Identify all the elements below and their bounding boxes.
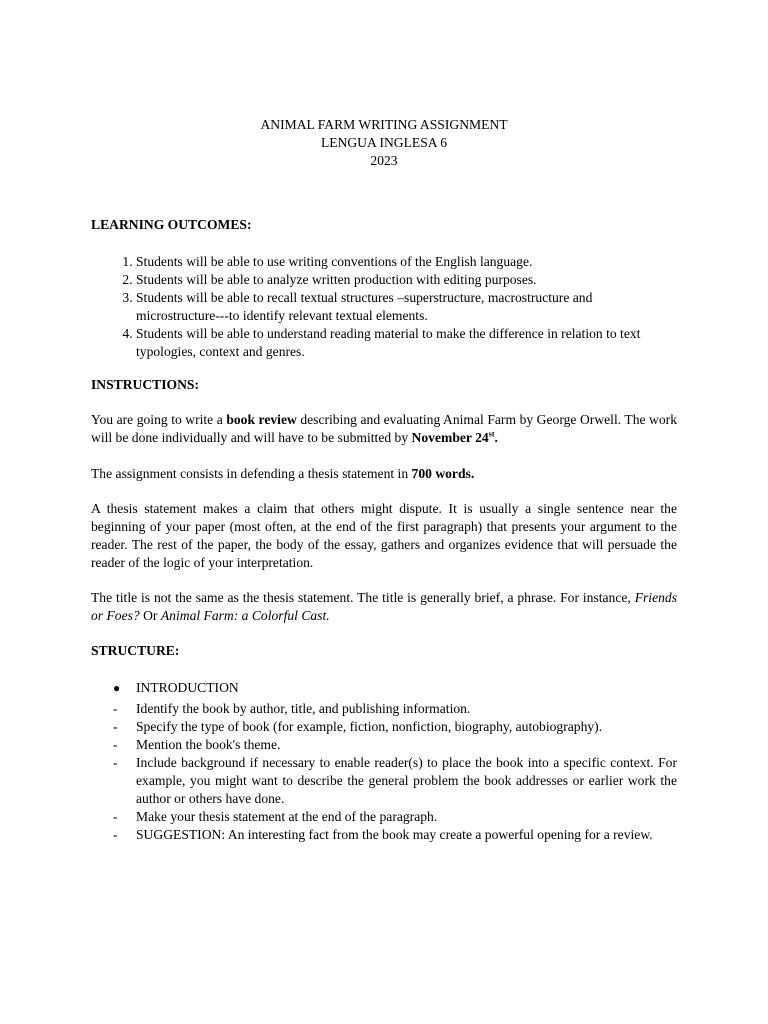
list-item: 2. Students will be able to analyze written production with editing purposes. [136,271,677,289]
list-item-text: Make your thesis statement at the end of the paragraph. [136,809,438,824]
instructions-heading: INSTRUCTIONS: [91,377,200,392]
text-run: The title is not the same as the thesis statement. The title is generally brief, a phrase. For instance, [91,590,635,605]
dash-icon: - [113,809,118,824]
list-item [91,808,677,826]
list-item: 3. Students will be able to recall textual structures –superstructure, macrostructure and microstructure---to identify relevant textual elements. [136,289,677,325]
document-header [91,116,677,170]
bold-text: book review [226,412,297,427]
dash-icon: - [113,737,118,752]
introduction-bullet [91,679,677,697]
list-item-text: Mention the book's theme. [136,737,281,752]
text-run: Or [139,608,161,623]
bullet-icon: ● [113,681,121,695]
year: 2023 [370,153,398,168]
list-item: 1. Students will be able to use writing conventions of the English language. [136,253,677,271]
introduction-list [91,700,677,844]
deadline [412,430,498,445]
text-run: describing and evaluating Animal Farm by George Orwell. The work will be done individually and will have to be submitted by [91,412,677,445]
learning-outcomes-list [91,253,677,361]
list-item [91,826,677,844]
dash-icon: - [113,827,118,842]
text-run: . [494,430,498,445]
structure-heading: STRUCTURE: [91,643,180,658]
list-item [91,700,677,718]
list-item-text: Include background if necessary to enable reader(s) to place the book into a specific context. For example, you might want to describe the general problem the book addresses or earlier work the author or others have done. [136,755,677,806]
list-item [91,754,677,808]
dash-icon: - [113,701,118,716]
dash-icon: - [113,719,118,734]
ordinal-suffix: st [488,429,495,439]
dash-icon: - [113,755,118,770]
bullet-label: INTRODUCTION [136,680,239,695]
list-item: 4. Students will be able to understand reading material to make the difference in relation to text typologies, context and genres. [136,325,677,361]
italic-text: Friends or Foes? [91,590,677,623]
list-item [91,736,677,754]
word-count-paragraph [91,465,677,483]
learning-outcomes-heading: LEARNING OUTCOMES: [91,217,252,232]
list-item-text: Specify the type of book (for example, fiction, nonfiction, biography, autobiography). [136,719,603,734]
thesis-paragraph: A thesis statement makes a claim that others might dispute. It is usually a single sentence near the beginning of your paper (most often, at the end of the first paragraph) that presents your argument to the reader. The rest of the paper, the body of the essay, gathers and organizes evidence that will persuade the reader of the logic of your interpretation. [91,501,677,570]
deadline-date: November 24 [411,430,489,445]
assignment-title: ANIMAL FARM WRITING ASSIGNMENT [260,117,508,132]
list-item [91,718,677,736]
course-name: LENGUA INGLESA 6 [320,135,448,150]
word-count: 700 words. [411,466,475,481]
instructions-paragraph [91,411,677,447]
title-paragraph [91,589,677,625]
list-item-text: SUGGESTION: An interesting fact from the book may create a powerful opening for a review. [136,827,653,842]
text-run: You are going to write a [91,412,227,427]
list-item-text: Identify the book by author, title, and publishing information. [136,701,471,716]
text-run: The assignment consists in defending a thesis statement in [91,466,412,481]
italic-text: Animal Farm: a Colorful Cast. [160,608,330,623]
